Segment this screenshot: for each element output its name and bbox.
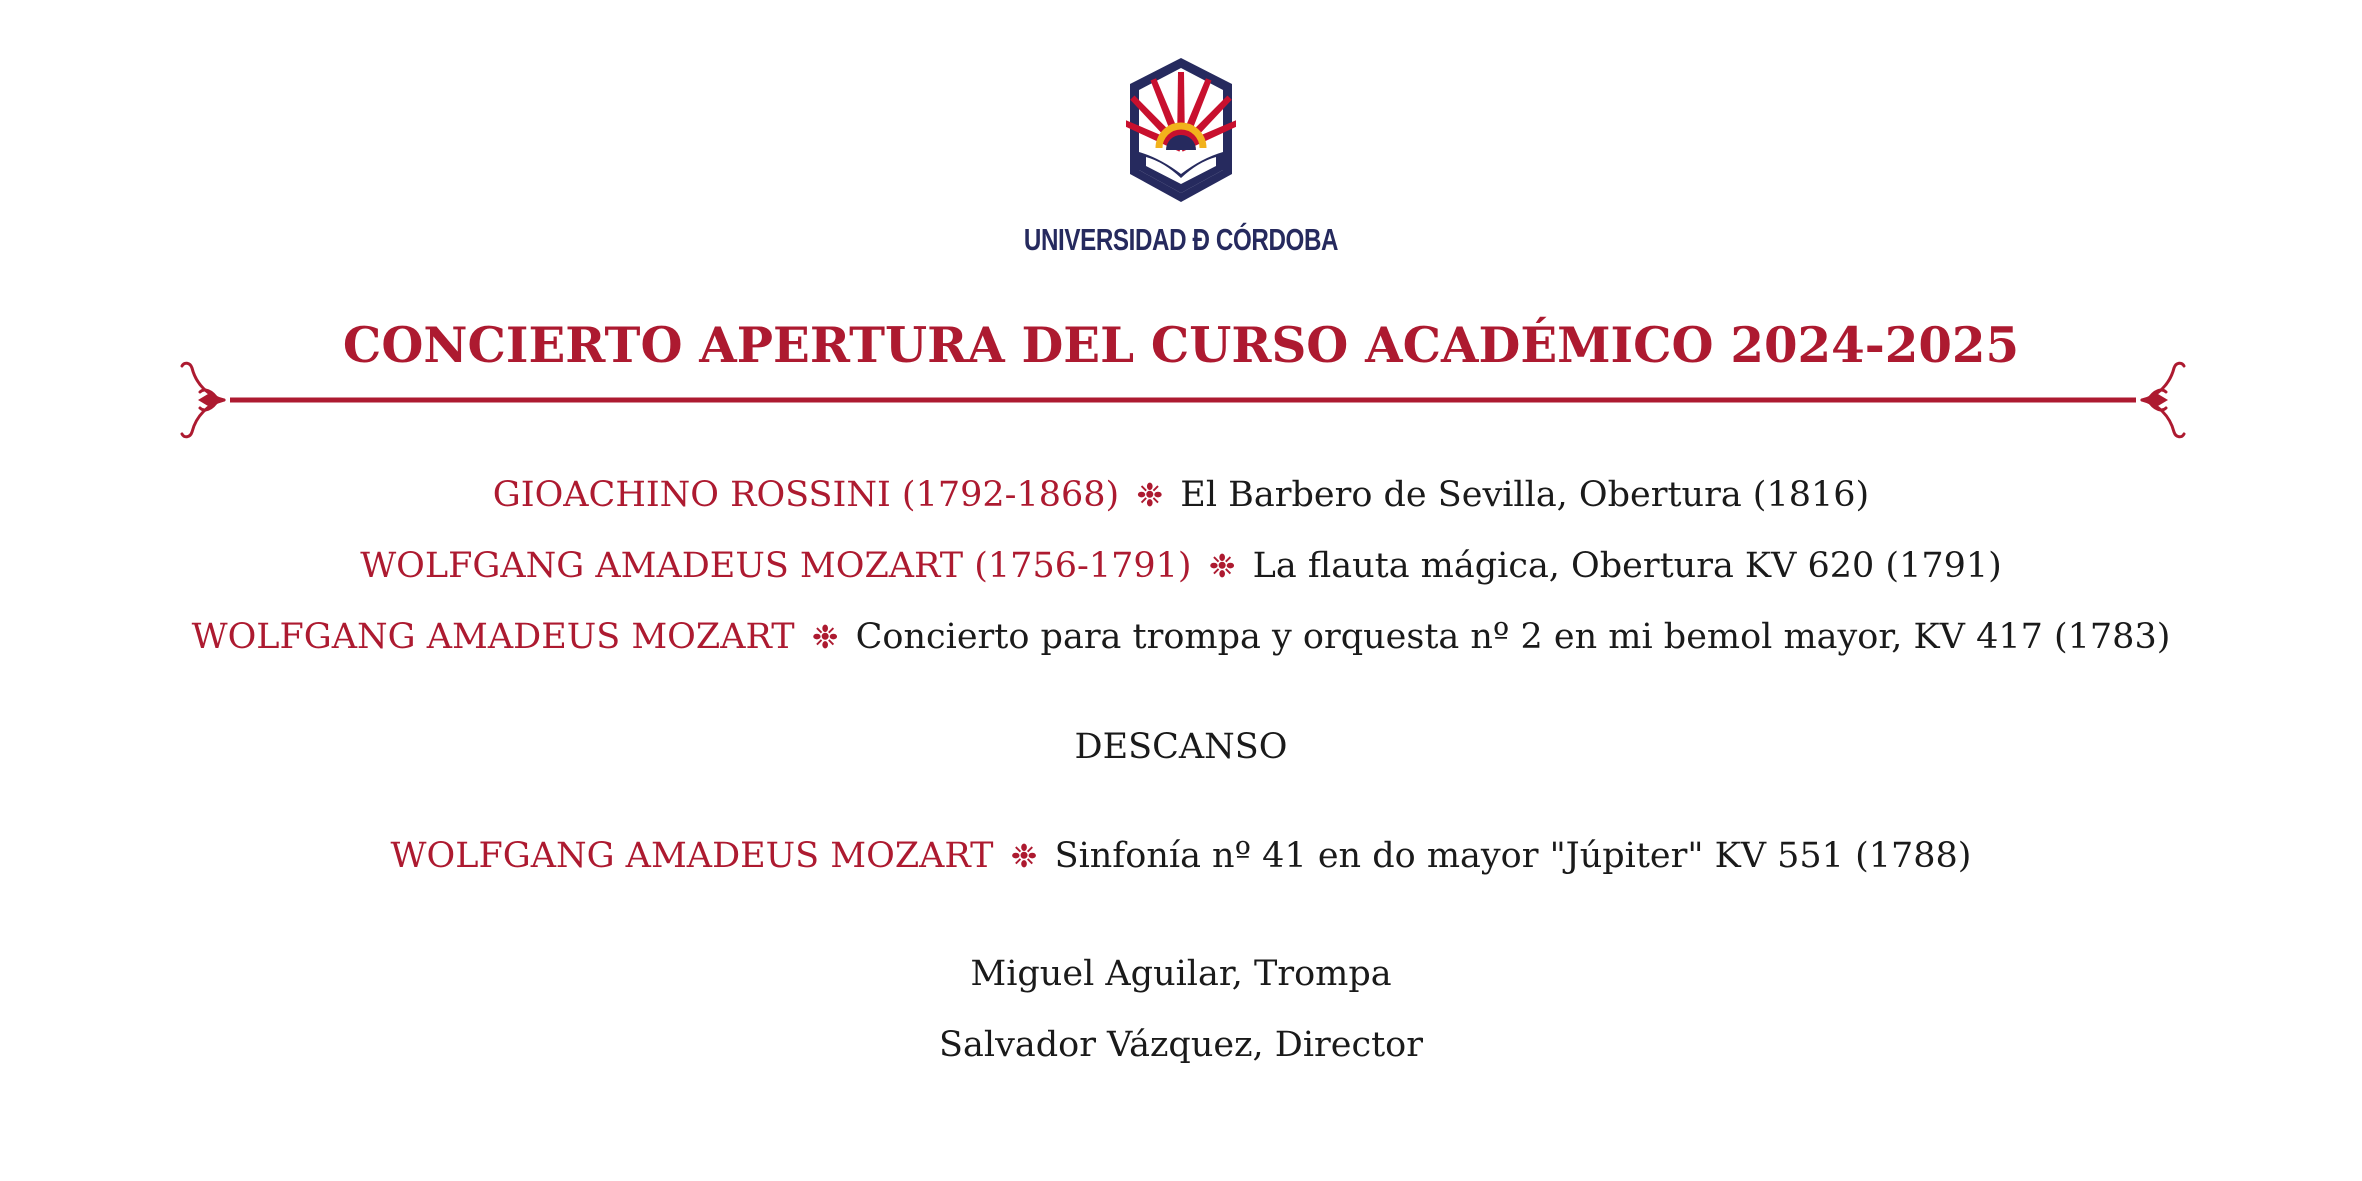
composer-name: GIOACHINO ROSSINI (1792-1868) xyxy=(492,475,1120,515)
institution-name: UNIVERSIDAD Ð CÓRDOBA xyxy=(1023,222,1339,257)
composer-name: WOLFGANG AMADEUS MOZART xyxy=(390,836,994,876)
work-title: Sinfonía nº 41 en do mayor "Júpiter" KV 551 (1788) xyxy=(1054,836,1972,876)
work-title: La flauta mágica, Obertura KV 620 (1791) xyxy=(1252,546,2002,586)
intermission-label: DESCANSO xyxy=(1074,727,1288,767)
program-item xyxy=(0,475,2362,515)
separator-glyph: ❉ xyxy=(811,618,839,656)
ornamental-divider xyxy=(178,358,2188,442)
program-item xyxy=(0,617,2362,657)
performer-soloist: Miguel Aguilar, Trompa xyxy=(970,954,1392,994)
composer-name: WOLFGANG AMADEUS MOZART xyxy=(191,617,795,657)
separator-glyph: ❉ xyxy=(1136,476,1164,514)
program-item xyxy=(0,836,2362,876)
performer-director: Salvador Vázquez, Director xyxy=(939,1025,1423,1065)
separator-glyph: ❉ xyxy=(1010,837,1038,875)
university-shield-icon xyxy=(1126,56,1236,206)
page-title: CONCIERTO APERTURA DEL CURSO ACADÉMICO 2024-2025 xyxy=(342,316,2020,374)
separator-glyph: ❉ xyxy=(1208,547,1236,585)
work-title: El Barbero de Sevilla, Obertura (1816) xyxy=(1180,475,1870,515)
work-title: Concierto para trompa y orquesta nº 2 en mi bemol mayor, KV 417 (1783) xyxy=(855,617,2171,657)
composer-name: WOLFGANG AMADEUS MOZART (1756-1791) xyxy=(360,546,1192,586)
program-item xyxy=(0,546,2362,586)
